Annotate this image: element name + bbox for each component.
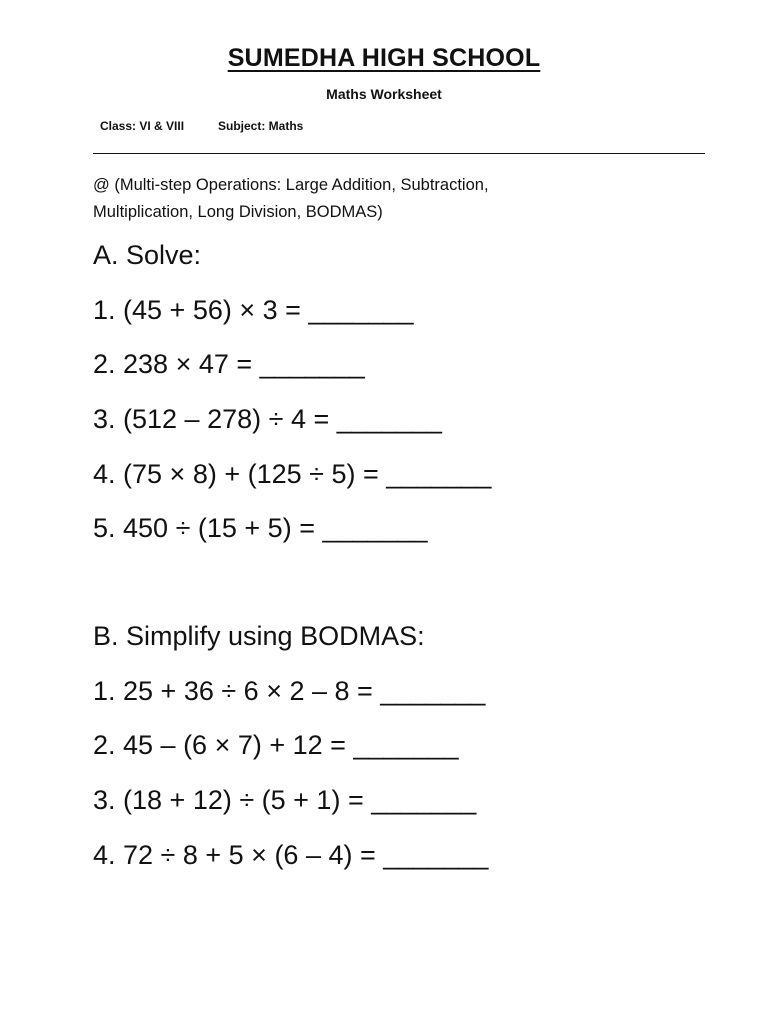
section-a-heading: A. Solve: xyxy=(93,240,202,270)
section-b-question-2: 2. 45 – (6 × 7) + 12 = _______ xyxy=(93,730,459,760)
section-a-question-4: 4. (75 × 8) + (125 ÷ 5) = _______ xyxy=(93,459,492,489)
intro-line-1: @ (Multi-step Operations: Large Addition, Subtraction, xyxy=(93,176,489,194)
section-a-question-2: 2. 238 × 47 = _______ xyxy=(93,349,365,379)
school-name: SUMEDHA HIGH SCHOOL xyxy=(227,44,541,72)
intro-line-2: Multiplication, Long Division, BODMAS) xyxy=(93,203,383,221)
section-b-question-1: 1. 25 + 36 ÷ 6 × 2 – 8 = _______ xyxy=(93,676,486,706)
worksheet-title: Maths Worksheet xyxy=(326,86,442,102)
section-b-heading: B. Simplify using BODMAS: xyxy=(93,621,425,651)
section-a-question-3: 3. (512 – 278) ÷ 4 = _______ xyxy=(93,404,442,434)
subject-label: Subject: Maths xyxy=(218,119,304,133)
class-label: Class: VI & VIII xyxy=(100,119,185,133)
intro-text xyxy=(93,172,593,226)
school-title xyxy=(0,44,768,73)
section-b-question-4: 4. 72 ÷ 8 + 5 × (6 – 4) = _______ xyxy=(93,840,489,870)
header-divider xyxy=(93,153,705,154)
section-a-question-1: 1. (45 + 56) × 3 = _______ xyxy=(93,295,414,325)
section-b-question-3: 3. (18 + 12) ÷ (5 + 1) = _______ xyxy=(93,785,477,815)
section-a-question-5: 5. 450 ÷ (15 + 5) = _______ xyxy=(93,513,428,543)
